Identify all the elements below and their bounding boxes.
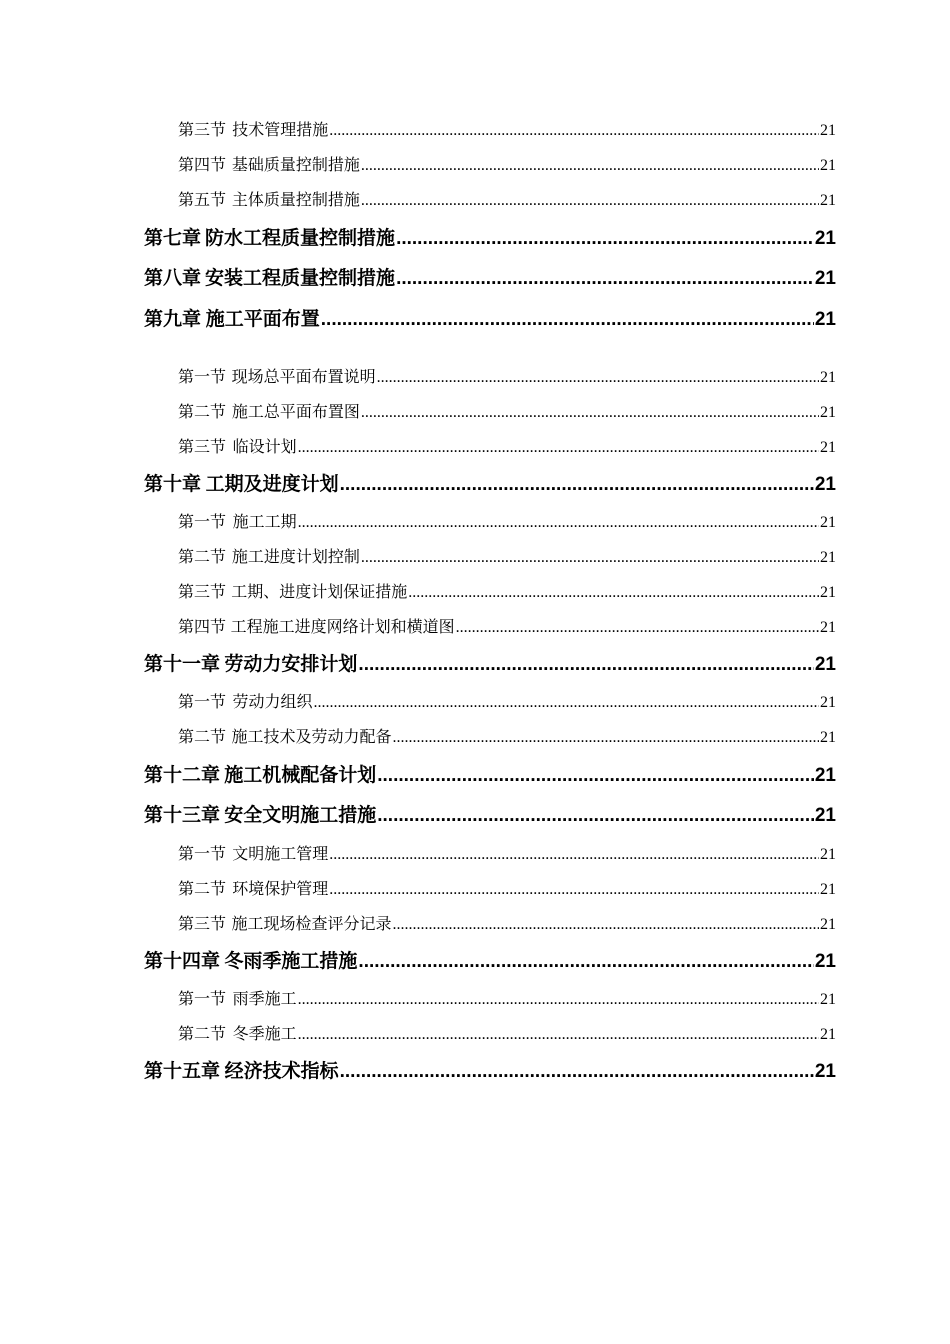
- page-number: 21: [820, 916, 836, 933]
- toc-section-entry[interactable]: [178, 117, 836, 140]
- dot-leader: [361, 155, 819, 175]
- section-number: 第一节: [178, 692, 227, 711]
- toc-section-entry[interactable]: [178, 152, 836, 175]
- section-number: 第一节: [178, 844, 227, 863]
- page-number: 21: [820, 192, 836, 209]
- chapter-title: 经济技术指标: [224, 1060, 339, 1082]
- dot-leader: [313, 692, 819, 712]
- page-number: 21: [814, 474, 836, 495]
- page-number: 21: [814, 951, 836, 972]
- toc-chapter-entry[interactable]: [144, 223, 836, 250]
- dot-leader: [456, 617, 819, 637]
- dot-leader: [361, 402, 819, 422]
- toc-section-entry[interactable]: [178, 544, 836, 567]
- page-number: 21: [820, 122, 836, 139]
- dot-leader: [408, 582, 819, 602]
- chapter-number: 第十章: [144, 473, 202, 495]
- chapter-number: 第九章: [144, 308, 202, 330]
- section-number: 第二节: [178, 547, 227, 566]
- dot-leader: [298, 437, 819, 457]
- dot-leader: [358, 950, 813, 973]
- toc-section-entry[interactable]: [178, 614, 836, 637]
- section-number: 第二节: [178, 879, 227, 898]
- section-title: 施工技术及劳动力配备: [231, 727, 392, 746]
- section-title: 施工现场检查评分记录: [231, 914, 392, 933]
- page-number: 21: [820, 991, 836, 1008]
- chapter-number: 第七章: [144, 227, 202, 249]
- section-number: 第一节: [178, 512, 227, 531]
- dot-leader: [392, 914, 819, 934]
- dot-leader: [396, 227, 814, 250]
- section-title: 工期、进度计划保证措施: [231, 582, 408, 601]
- page-number: 21: [820, 729, 836, 746]
- page-number: 21: [820, 694, 836, 711]
- section-number: 第五节: [178, 190, 227, 209]
- page-number: 21: [820, 369, 836, 386]
- page-number: 21: [814, 805, 836, 826]
- toc-chapter-entry[interactable]: [144, 760, 836, 787]
- dot-leader: [340, 1060, 814, 1083]
- dot-leader: [396, 267, 814, 290]
- chapter-title: 安装工程质量控制措施: [205, 267, 396, 289]
- dot-leader: [340, 473, 814, 496]
- page-number: 21: [814, 309, 836, 330]
- section-number: 第三节: [178, 120, 227, 139]
- section-title: 冬季施工: [232, 1024, 297, 1043]
- dot-leader: [377, 367, 819, 387]
- section-title: 劳动力组织: [232, 692, 313, 711]
- dot-leader: [321, 308, 814, 331]
- dot-leader: [298, 512, 819, 532]
- page-number: 21: [814, 765, 836, 786]
- dot-leader: [358, 653, 813, 676]
- toc-chapter-entry[interactable]: [144, 263, 836, 290]
- page-number: 21: [820, 439, 836, 456]
- toc-chapter-entry[interactable]: [144, 946, 836, 973]
- page-number: 21: [820, 549, 836, 566]
- chapter-number: 第十四章: [144, 950, 221, 972]
- dot-leader: [392, 727, 819, 747]
- toc-chapter-entry[interactable]: [144, 304, 836, 331]
- section-number: 第一节: [178, 989, 227, 1008]
- toc-section-entry[interactable]: [178, 986, 836, 1009]
- toc-chapter-entry[interactable]: [144, 1056, 836, 1083]
- toc-section-entry[interactable]: [178, 911, 836, 934]
- toc-chapter-entry[interactable]: [144, 649, 836, 676]
- dot-leader: [298, 989, 819, 1009]
- toc-section-entry[interactable]: [178, 509, 836, 532]
- section-title: 施工总平面布置图: [231, 402, 360, 421]
- page-number: 21: [814, 268, 836, 289]
- section-number: 第四节: [178, 155, 227, 174]
- dot-leader: [329, 879, 819, 899]
- dot-leader: [361, 547, 819, 567]
- section-number: 第三节: [178, 437, 227, 456]
- section-title: 现场总平面布置说明: [231, 367, 376, 386]
- dot-leader: [329, 844, 819, 864]
- page-number: 21: [820, 881, 836, 898]
- dot-leader: [377, 764, 814, 787]
- chapter-number: 第十一章: [144, 653, 221, 675]
- section-title: 施工工期: [232, 512, 297, 531]
- chapter-title: 安全文明施工措施: [224, 804, 377, 826]
- chapter-title: 劳动力安排计划: [224, 653, 358, 675]
- page-number: 21: [820, 157, 836, 174]
- toc-section-entry[interactable]: [178, 841, 836, 864]
- chapter-title: 工期及进度计划: [205, 473, 339, 495]
- toc-section-entry[interactable]: [178, 434, 836, 457]
- chapter-number: 第十三章: [144, 804, 221, 826]
- section-number: 第二节: [178, 1024, 227, 1043]
- section-number: 第四节: [178, 617, 227, 636]
- chapter-number: 第十五章: [144, 1060, 221, 1082]
- toc-section-entry[interactable]: [178, 364, 836, 387]
- dot-leader: [298, 1024, 819, 1044]
- page-number: 21: [820, 619, 836, 636]
- section-title: 工程施工进度网络计划和横道图: [230, 617, 455, 636]
- dot-leader: [377, 804, 814, 827]
- section-number: 第三节: [178, 582, 227, 601]
- section-title: 文明施工管理: [232, 844, 329, 863]
- toc-section-entry[interactable]: [178, 689, 836, 712]
- toc-section-entry[interactable]: [178, 1021, 836, 1044]
- page-number: 21: [814, 1061, 836, 1082]
- section-title: 主体质量控制措施: [231, 190, 360, 209]
- section-title: 技术管理措施: [232, 120, 329, 139]
- section-title: 临设计划: [232, 437, 297, 456]
- page-number: 21: [820, 404, 836, 421]
- toc-chapter-entry[interactable]: [144, 469, 836, 496]
- section-number: 第二节: [178, 727, 227, 746]
- dot-leader: [361, 190, 819, 210]
- dot-leader: [329, 120, 819, 140]
- page-number: 21: [820, 846, 836, 863]
- page-number: 21: [814, 654, 836, 675]
- chapter-title: 冬雨季施工措施: [224, 950, 358, 972]
- section-number: 第三节: [178, 914, 227, 933]
- chapter-number: 第八章: [144, 267, 202, 289]
- toc-section-entry[interactable]: [178, 876, 836, 899]
- section-title: 施工进度计划控制: [231, 547, 360, 566]
- toc-chapter-entry[interactable]: [144, 800, 836, 827]
- page-number: 21: [820, 1026, 836, 1043]
- section-title: 雨季施工: [232, 989, 297, 1008]
- toc-section-entry[interactable]: [178, 187, 836, 210]
- toc-section-entry[interactable]: [178, 399, 836, 422]
- section-number: 第二节: [178, 402, 227, 421]
- chapter-title: 施工机械配备计划: [224, 764, 377, 786]
- chapter-title: 施工平面布置: [205, 308, 320, 330]
- chapter-number: 第十二章: [144, 764, 221, 786]
- chapter-title: 防水工程质量控制措施: [205, 227, 396, 249]
- page-number: 21: [814, 228, 836, 249]
- page-number: 21: [820, 514, 836, 531]
- page-number: 21: [820, 584, 836, 601]
- section-number: 第一节: [178, 367, 227, 386]
- section-title: 基础质量控制措施: [231, 155, 360, 174]
- toc-section-entry[interactable]: [178, 724, 836, 747]
- section-title: 环境保护管理: [232, 879, 329, 898]
- toc-section-entry[interactable]: [178, 579, 836, 602]
